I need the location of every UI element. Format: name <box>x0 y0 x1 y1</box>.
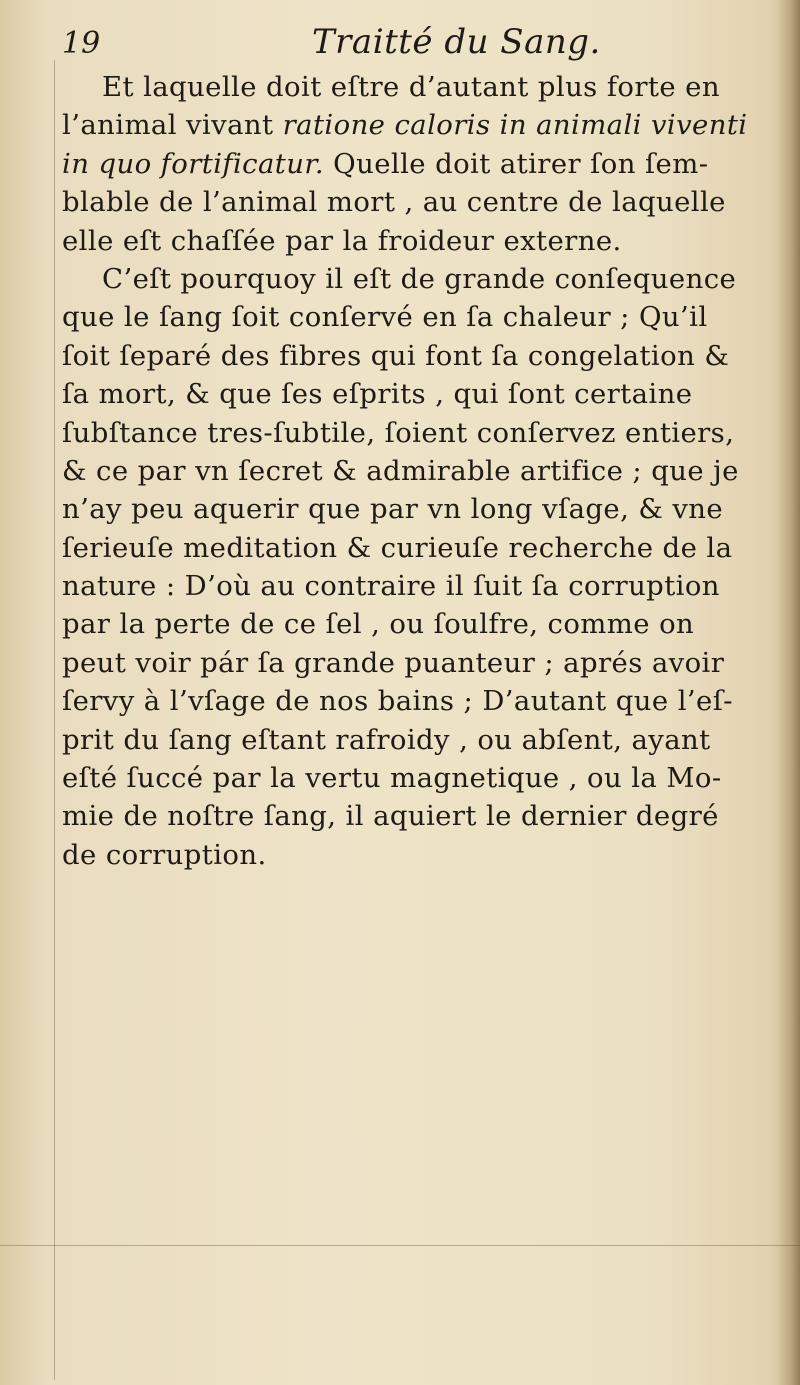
bottom-rule <box>0 1245 800 1246</box>
text-line: ſa mort, & que ſes eſprits , qui ſont certaine <box>62 378 693 411</box>
text-line <box>62 106 774 144</box>
running-title: Traitté du Sang. <box>312 22 601 62</box>
text-line: ſerieuſe meditation & curieuſe recherche de la <box>62 531 733 564</box>
left-margin-rule <box>54 60 55 1380</box>
text-line: eſté ſuccé par la vertu magnetique , ou la Mo- <box>62 762 722 795</box>
page-number: 19 <box>62 26 101 61</box>
text-line: ſoit ſeparé des fibres qui font ſa congelation & <box>62 339 730 372</box>
text-line: ſubſtance tres-ſubtile, ſoient conſervez entiers, <box>62 416 735 449</box>
text-line: mie de noſtre ſang, il aquiert le dernier degré <box>62 800 719 833</box>
text-line: C’eſt pourquoy il eſt de grande conſequence <box>102 262 737 295</box>
text-line: Et laquelle doit eſtre d’autant plus forte en <box>102 71 720 103</box>
text-line: par la perte de ce ſel , ou ſoulfre, comme on <box>62 608 695 641</box>
text-line: de corruption. <box>62 838 267 871</box>
text-line: blable de l’animal mort , au centre de laquelle <box>62 186 726 219</box>
text-line: n’ay peu aquerir que par vn long vſage, & vne <box>62 493 724 526</box>
body-text <box>62 68 774 874</box>
latin-phrase: in quo fortificatur. <box>62 147 324 180</box>
text-run: l’animal vivant <box>62 109 283 142</box>
text-line: prit du ſang eſtant rafroidy , ou abſent, ayant <box>62 723 711 756</box>
text-line: & ce par vn ſecret & admirable artifice ; que je <box>62 454 739 487</box>
text-line <box>62 145 774 183</box>
text-line: ſervy à l’vſage de nos bains ; D’autant que l’eſ- <box>62 685 733 718</box>
latin-phrase: ratione caloris in animali viventi <box>282 109 748 142</box>
text-line: nature : D’où au contraire il ſuit ſa corruption <box>62 570 720 603</box>
page-edge-shadow <box>778 0 800 1385</box>
text-line: que le ſang ſoit conſervé en ſa chaleur ; Qu’il <box>62 301 708 334</box>
page-header <box>62 20 762 64</box>
text-line: elle eſt chaſſée par la froideur externe. <box>62 224 622 257</box>
text-run: Quelle doit atirer ſon ſem- <box>324 147 709 180</box>
text-line: peut voir pár ſa grande puanteur ; aprés avoir <box>62 646 725 679</box>
